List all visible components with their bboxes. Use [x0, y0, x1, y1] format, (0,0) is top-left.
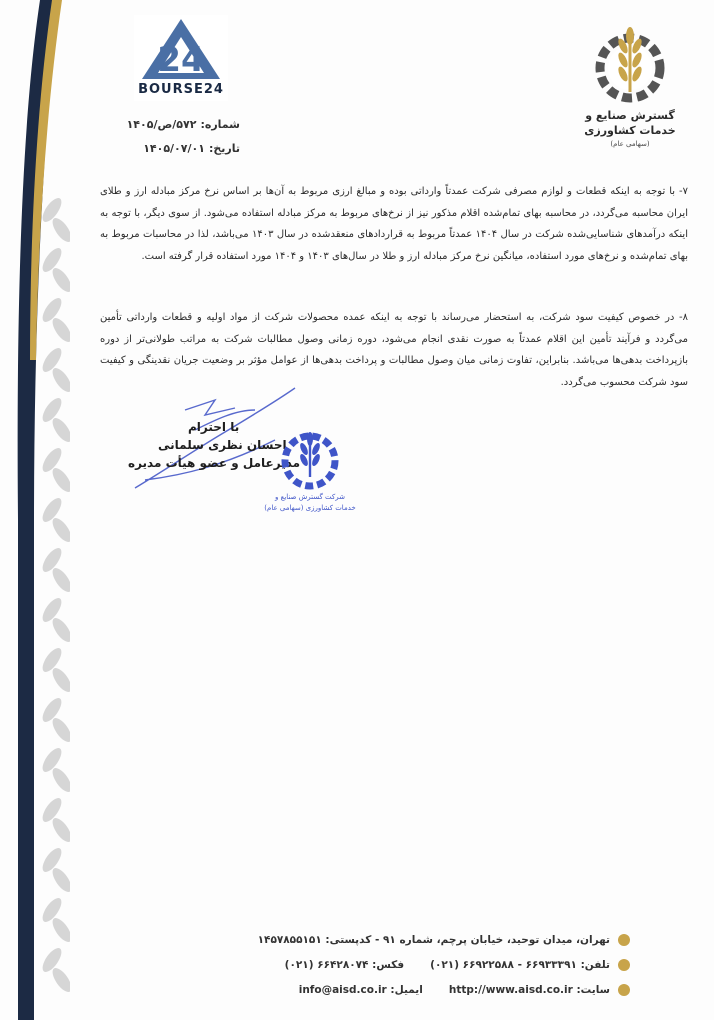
stamp-text — [255, 492, 365, 514]
company-name — [580, 108, 680, 138]
wheat-gear-icon — [588, 22, 672, 106]
footer-phone-value: ۶۶۹۳۳۳۹۱ - ۶۶۹۲۲۵۸۸ (۰۲۱) — [430, 959, 577, 971]
letter-meta — [120, 113, 240, 161]
letter-number-row — [120, 113, 240, 137]
letter-date-label: تاریخ: — [208, 142, 240, 155]
footer-address-row — [258, 930, 630, 950]
company-logo — [580, 22, 680, 157]
signatory-name: احسان نظری سلمانی — [158, 438, 287, 452]
footer-phone-row — [285, 955, 630, 975]
footer-web-row — [299, 980, 630, 1000]
footer-email-label: ایمیل: — [390, 984, 423, 996]
globe-icon — [618, 984, 630, 996]
letter-number-value: ۵۷۲/ص/۱۴۰۵ — [126, 118, 197, 131]
footer-address: تهران، میدان توحید، خیابان پرچم، شماره ۹۱ - کدپستی: ۱۴۵۷۸۵۵۱۵۱ — [257, 934, 610, 946]
letter-date-value: ۱۴۰۵/۰۷/۰۱ — [143, 142, 205, 155]
bourse24-mark-icon — [134, 15, 228, 85]
stamp-gear-icon — [255, 425, 365, 495]
company-type: (سهامی عام) — [610, 140, 650, 148]
company-name-line1: گسترش صنایع و — [585, 109, 675, 122]
signature-closing: با احترام — [188, 420, 240, 434]
footer-phone-label: تلفن: — [580, 959, 610, 971]
footer-fax-value: ۶۶۴۲۸۰۷۴ (۰۲۱) — [284, 959, 369, 971]
company-name-line2: خدمات کشاورزی — [584, 124, 676, 137]
stamp-line2: خدمات کشاورزی (سهامی عام) — [264, 504, 356, 512]
paragraph-7: ۷- با توجه به اینکه قطعات و لوازم مصرفی شرکت عمدتاً وارداتی بوده و مبالغ ارزی مربوط به آن‌ها بر اساس نرخ مرکز مبادله ارز و طلای ایران محاسبه می‌گردد، در محاسبه بهای تمام‌شده اقلام مذکور نیز از نرخ‌های مربوط به مرکز مبادله استفاده می‌شود. از سوی دیگر، با توجه به اینکه درآمدهای شناسایی‌شده شرکت در سال ۱۴۰۴ عمدتاً مربوط به قراردادهای منعقدشده در سال ۱۴۰۳ می‌باشد، لذا در محاسبات مربوط به بهای تمام‌شده و نرخ‌های مورد استفاده، میانگین نرخ مرکز مبادله ارز و طلا در سال‌های ۱۴۰۳ و ۱۴۰۴ مورد استفاده قرار گرفته است. — [100, 186, 688, 262]
paragraph-8: ۸- در خصوص کیفیت سود شرکت، به استحضار می‌رساند با توجه به اینکه عمده محصولات شرکت از مواد اولیه و قطعات وارداتی تأمین می‌گردد و فرآیند تأمین این اقلام عمدتاً به صورت نقدی انجام می‌شود، دوره زمانی وصول مطالبات شرکت به مراتب طولانی‌تر از دوره بازپرداخت بدهی‌ها می‌باشد. بنابراین، تفاوت زمانی میان وصول مطالبات و پرداخت بدهی‌ها از عوامل مؤثر بر وضعیت جریان نقدینگی و کیفیت سود شرکت محسوب می‌گردد. — [100, 312, 688, 388]
company-stamp — [255, 425, 365, 520]
bourse24-logo — [134, 15, 228, 101]
bourse24-logo-text: BOURSE24 — [138, 82, 224, 97]
footer-website-label: سایت: — [576, 984, 610, 996]
footer-email-link[interactable]: info@aisd.co.ir — [298, 984, 387, 996]
signatory-title: مدیرعامل و عضو هیأت مدیره — [128, 456, 301, 470]
phone-icon — [618, 959, 630, 971]
stamp-line1: شرکت گسترش صنایع و — [275, 493, 345, 501]
letter-number-label: شماره: — [200, 118, 240, 131]
svg-text:24: 24 — [157, 40, 205, 80]
footer-website-link[interactable]: http://www.aisd.co.ir — [448, 984, 573, 996]
footer-fax-label: فکس: — [372, 959, 405, 971]
letter-date-row — [120, 137, 240, 161]
decorative-side-band — [0, 0, 70, 1020]
location-pin-icon — [618, 934, 630, 946]
